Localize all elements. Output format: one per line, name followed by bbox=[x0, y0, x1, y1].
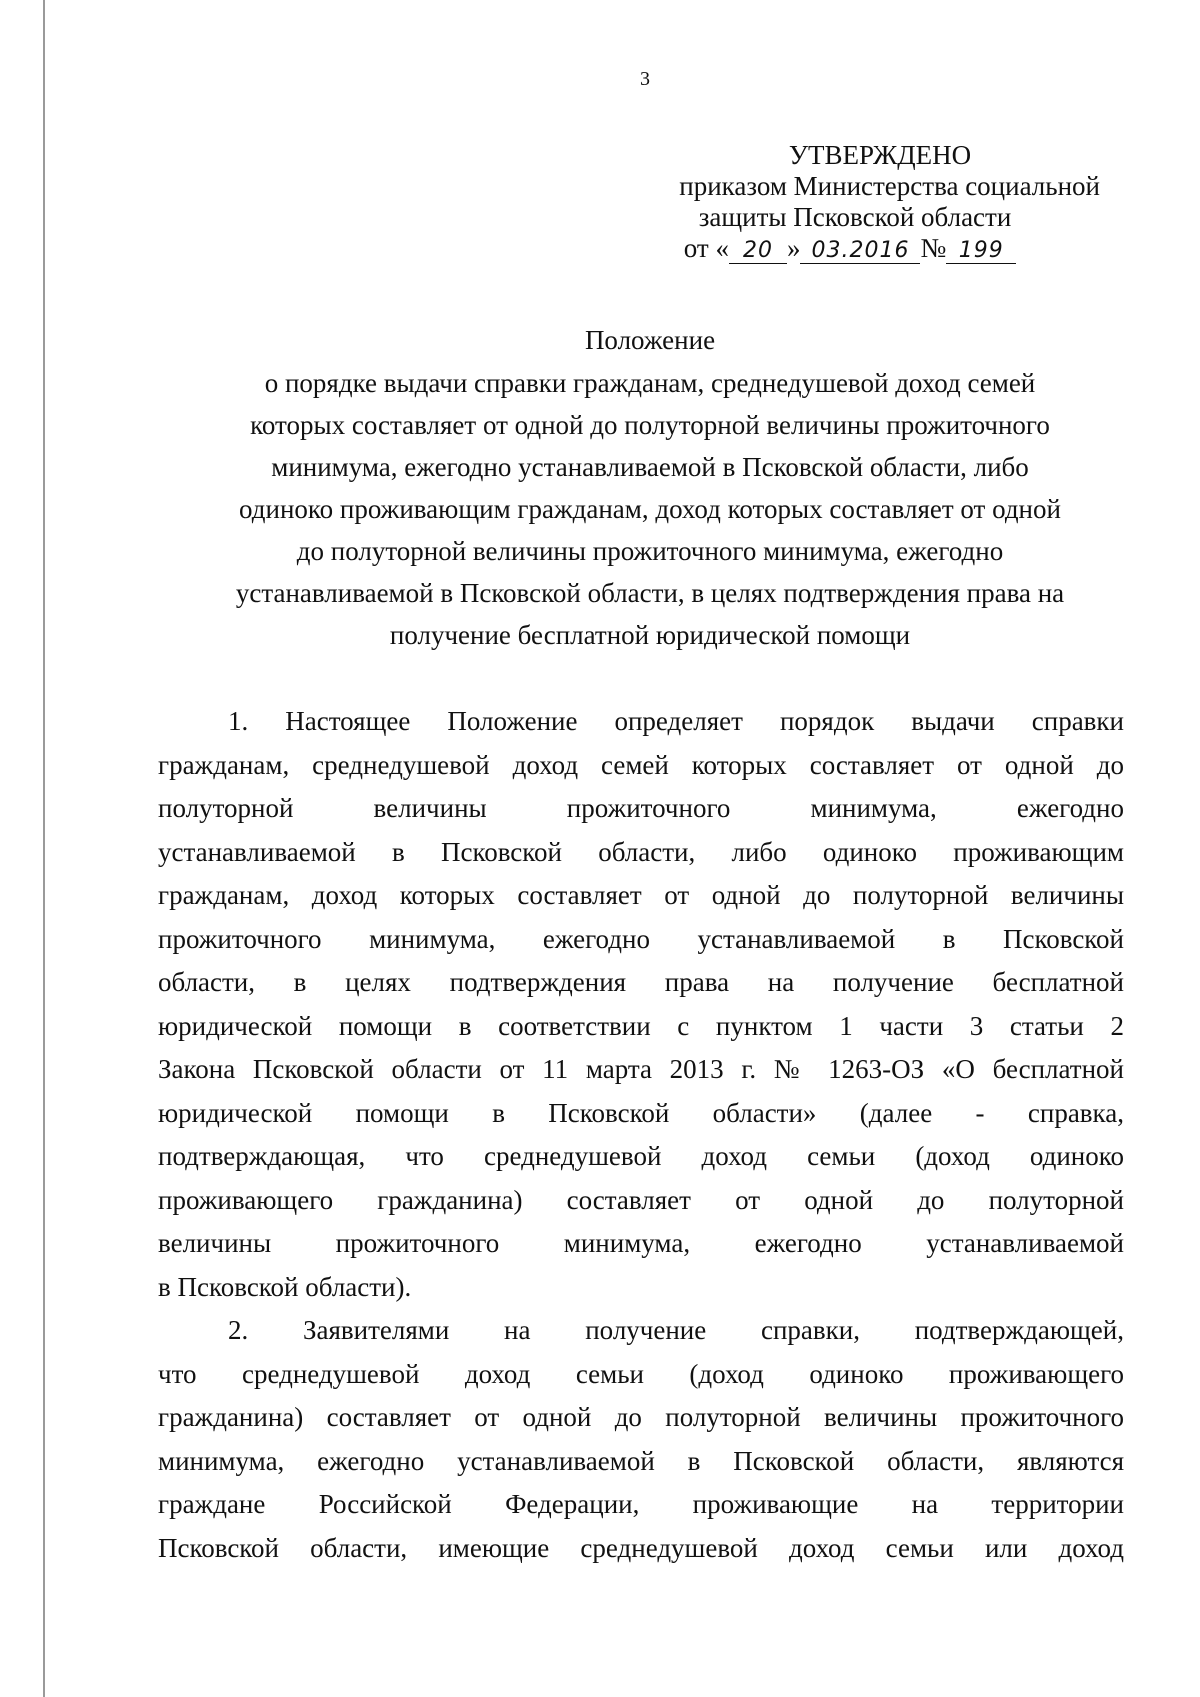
paragraph-line: прожиточного минимума, ежегодно устанавливаемой в Псковской bbox=[158, 923, 1124, 954]
subtitle-line: которых составляет от одной до полуторной величины прожиточного bbox=[250, 410, 1050, 440]
paragraph-line: устанавливаемой в Псковской области, либо одиноко проживающим bbox=[158, 836, 1124, 867]
subtitle-line: о порядке выдачи справки гражданам, среднедушевой доход семей bbox=[264, 368, 1036, 398]
paragraph-line: Закона Псковской области от 11 марта 2013 г. № 1263-ОЗ «О бесплатной bbox=[158, 1054, 1124, 1084]
paragraph-line: Псковской области, имеющие среднедушевой доход семьи или доход bbox=[158, 1532, 1124, 1563]
paragraph-line: минимума, ежегодно устанавливаемой в Псковской области, являются bbox=[158, 1445, 1124, 1476]
handwritten-number: 199 bbox=[946, 239, 1016, 264]
document-title: Положение bbox=[584, 325, 716, 355]
paragraph-line: полуторной величины прожиточного минимума, ежегодно bbox=[158, 793, 1124, 823]
approval-number-label: № bbox=[920, 233, 947, 263]
handwritten-date: 03.2016 bbox=[800, 239, 920, 264]
paragraph-line: подтверждающая, что среднедушевой доход семьи (доход одиноко bbox=[158, 1141, 1124, 1171]
left-margin-line bbox=[43, 0, 45, 1697]
paragraph-line: 1. Настоящее Положение определяет порядок выдачи справки bbox=[228, 706, 1124, 736]
subtitle-line: до полуторной величины прожиточного минимума, ежегодно bbox=[296, 536, 1004, 566]
paragraph-1 bbox=[158, 700, 1124, 1309]
approval-quote-close: » bbox=[786, 233, 801, 263]
approval-from-label: от « bbox=[683, 233, 729, 263]
paragraph-line: области, в целях подтверждения права на получение бесплатной bbox=[158, 967, 1124, 997]
document-body bbox=[158, 700, 1124, 1570]
paragraph-line: проживающего гражданина) составляет от одной до полуторной bbox=[158, 1184, 1124, 1215]
paragraph-line: что среднедушевой доход семьи (доход одиноко проживающего bbox=[158, 1358, 1124, 1389]
paragraph-line: юридической помощи в Псковской области» (далее - справка, bbox=[158, 1097, 1124, 1128]
subtitle-line: минимума, ежегодно устанавливаемой в Псковской области, либо bbox=[271, 452, 1029, 482]
paragraph-line: граждане Российской Федерации, проживающие на территории bbox=[158, 1489, 1124, 1519]
paragraph-2 bbox=[158, 1309, 1124, 1570]
subtitle-line: одиноко проживающим гражданам, доход которых составляет от одной bbox=[239, 494, 1061, 524]
approval-line-3 bbox=[600, 233, 1100, 264]
paragraph-line: гражданам, среднедушевой доход семей которых составляет от одной до bbox=[158, 749, 1124, 780]
page-number: 3 bbox=[640, 68, 650, 90]
subtitle-line: получение бесплатной юридической помощи bbox=[389, 620, 911, 650]
subtitle-line: устанавливаемой в Псковской области, в целях подтверждения права на bbox=[235, 578, 1065, 608]
paragraph-line: величины прожиточного минимума, ежегодно устанавливаемой bbox=[158, 1228, 1124, 1258]
handwritten-day: 20 bbox=[729, 239, 787, 264]
paragraph-line: в Псковской области). bbox=[158, 1271, 412, 1302]
paragraph-line: юридической помощи в соответствии с пунктом 1 части 3 статьи 2 bbox=[158, 1010, 1124, 1041]
document-subtitle bbox=[100, 362, 1200, 656]
approval-heading: УТВЕРЖДЕНО bbox=[788, 140, 972, 170]
paragraph-line: гражданам, доход которых составляет от одной до полуторной величины bbox=[158, 880, 1124, 910]
paragraph-line: 2. Заявителями на получение справки, подтверждающей, bbox=[228, 1315, 1124, 1345]
paragraph-line: гражданина) составляет от одной до полуторной величины прожиточного bbox=[158, 1402, 1124, 1432]
approval-stamp-block bbox=[600, 140, 1100, 264]
approval-line-2: защиты Псковской области bbox=[698, 202, 1012, 232]
approval-line-1: приказом Министерства социальной bbox=[679, 171, 1100, 201]
